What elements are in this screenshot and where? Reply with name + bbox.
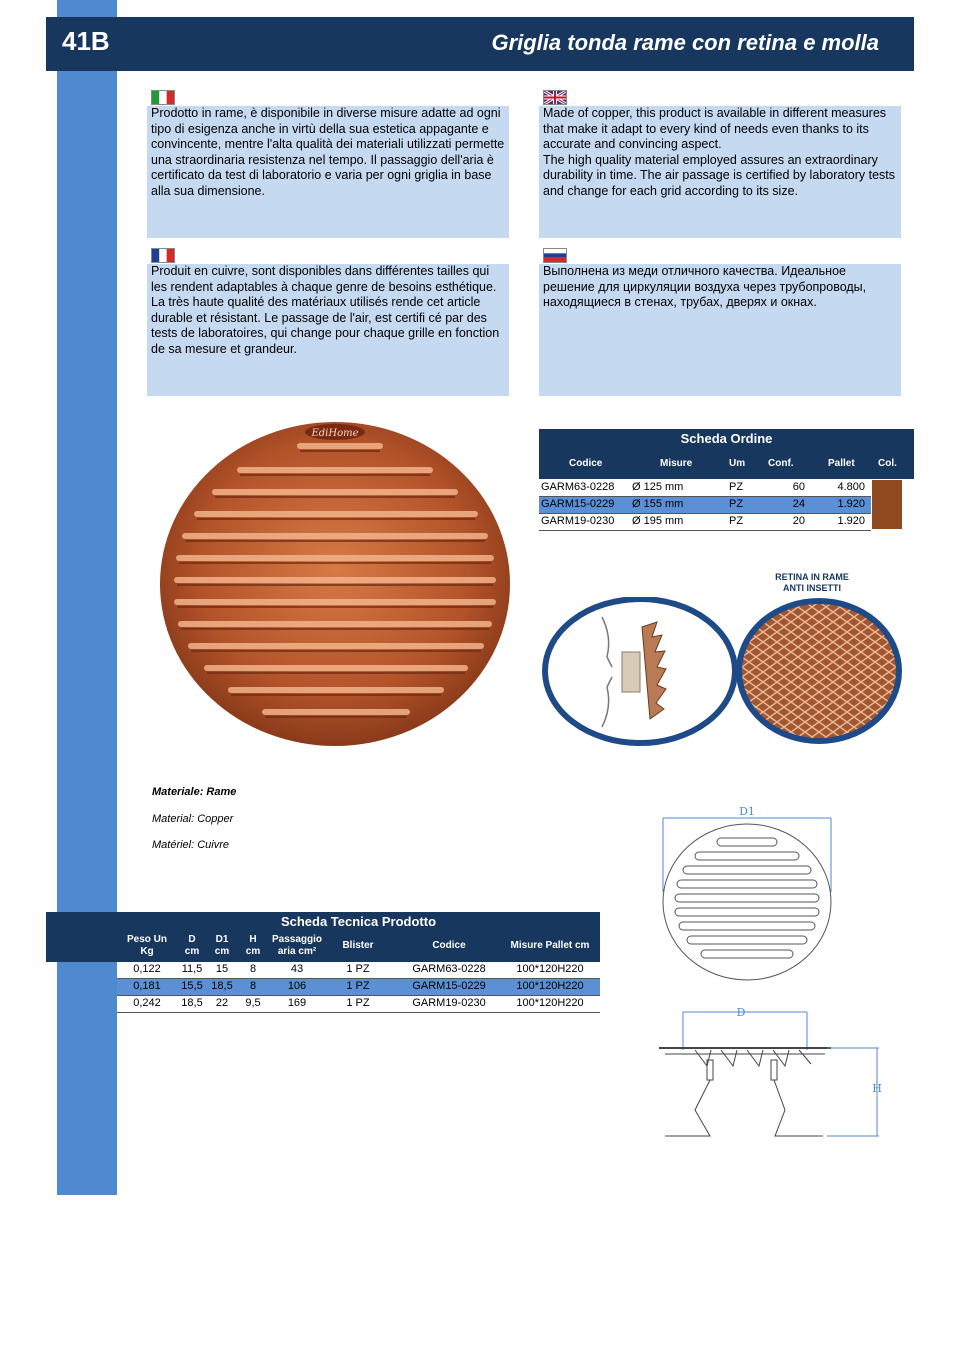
tech-col-peso-line1: Peso Un [126, 934, 167, 945]
retina-label: RETINA IN RAME ANTI INSETTI [775, 572, 849, 593]
france-flag-icon [151, 248, 175, 263]
tech-col-h [242, 934, 264, 958]
tech-table-header [117, 912, 600, 962]
order-cell-code: GARM15-0229 [541, 498, 615, 510]
description-fr: Produit en cuivre, sont disponibles dans différentes tailles qui les rendent adaptables à chaque genre de besoins esthétique. La très haute qualité des matériaux utilisés rende cet article durable et résistant. Le passage de l'air, est certifi cé par des tests de laboratoires, qui change pour chaque grille en fonction de sa mesure et grandeur. [147, 264, 509, 396]
tech-cell-blister: 1 PZ [346, 997, 370, 1009]
order-cell-code: GARM19-0230 [541, 515, 615, 527]
tech-cell-blister: 1 PZ [346, 980, 370, 992]
page-title: Griglia tonda rame con retina e molla [491, 30, 879, 55]
order-row [539, 514, 871, 531]
order-col-misure: Misure [660, 458, 693, 469]
material-it: Materiale: Rame [152, 786, 237, 798]
russia-flag-icon [543, 248, 567, 263]
tech-col-pallet: Misure Pallet cm [510, 940, 590, 951]
page-code: 41B [62, 26, 110, 56]
description-ru: Выполнена из меди отличного качества. Идеальное решение для циркуляции воздуха через трубопроводы, находящиеся в стенах, трубах, дверях и окнах. [539, 264, 901, 396]
tech-cell-pallet: 100*120H220 [516, 997, 584, 1009]
order-col-conf: Conf. [768, 458, 794, 469]
description-en: Made of copper, this product is available in different measures that make it adapt to every kind of needs even thanks to its accurate and convincing aspect. The high quality material employed assures an extraordinary durability in time. The air passage is certified by laboratory tests and change for each grid according to its size. [539, 106, 901, 238]
tech-cell-pallet: 100*120H220 [516, 980, 584, 992]
order-cell-conf: 20 [792, 515, 805, 527]
tech-cell-h: 8 [249, 963, 257, 975]
order-cell-pallet: 1.920 [837, 515, 865, 527]
tech-cell-peso: 0,242 [133, 997, 161, 1009]
tech-cell-d: 11,5 [181, 963, 203, 975]
order-cell-um: PZ [729, 515, 744, 527]
side-bar [57, 0, 117, 1195]
technical-drawing-side [655, 1000, 885, 1145]
order-table-title: Scheda Ordine [680, 431, 773, 446]
tech-col-passaggio-line1: Passaggio [271, 934, 323, 945]
tech-cell-blister: 1 PZ [346, 963, 370, 975]
tech-col-d-line2: cm [184, 946, 200, 957]
tech-cell-d1: 15 [215, 963, 229, 975]
tech-col-peso-line2: Kg [140, 946, 154, 957]
uk-flag-icon [543, 90, 567, 105]
tech-cell-passaggio: 106 [287, 980, 307, 992]
order-row [539, 497, 871, 514]
dimension-label-d: D [736, 1006, 746, 1019]
tech-cell-d1: 22 [215, 997, 229, 1009]
tech-col-codice: Codice [432, 940, 466, 951]
tech-row [117, 979, 600, 996]
material-fr: Matériel: Cuivre [152, 839, 230, 851]
order-cell-conf: 60 [792, 481, 805, 493]
product-logo: EdiHome [311, 428, 359, 439]
tech-row [117, 996, 600, 1013]
order-table [539, 429, 914, 531]
order-cell-size: Ø 155 mm [632, 498, 684, 510]
italy-flag-icon [151, 90, 175, 105]
tech-cell-peso: 0,122 [133, 963, 161, 975]
tech-col-h-line1: H [249, 934, 257, 945]
header-accent [46, 17, 57, 71]
tech-row [117, 962, 600, 979]
cross-section-detail [542, 597, 742, 747]
material-en: Material: Copper [152, 813, 234, 825]
tech-col-blister: Blister [342, 940, 374, 951]
tech-cell-passaggio: 43 [290, 963, 304, 975]
order-cell-pallet: 1.920 [837, 498, 865, 510]
order-cell-size: Ø 195 mm [632, 515, 684, 527]
order-col-um: Um [729, 458, 746, 469]
tech-cell-d: 15,5 [181, 980, 203, 992]
dimension-label-h: H [872, 1082, 882, 1095]
order-cell-size: Ø 125 mm [632, 481, 684, 493]
tech-table [46, 912, 600, 962]
tech-cell-codice: GARM15-0229 [412, 980, 486, 992]
order-table-header [539, 429, 914, 479]
tech-col-h-line2: cm [245, 946, 261, 957]
tech-cell-d: 18,5 [181, 997, 203, 1009]
tech-cell-pallet: 100*120H220 [516, 963, 584, 975]
order-cell-conf: 24 [792, 498, 805, 510]
order-col-pallet: Pallet [828, 458, 855, 469]
order-cell-pallet: 4.800 [837, 481, 865, 493]
description-it: Prodotto in rame, è disponibile in diverse misure adatte ad ogni tipo di esigenza anche in virtù della sua estetica appagante e convincente, mentre l'alta qualità dei materiali utilizzati permette una straordinaria resistenza nel tempo. Il passaggio dell'aria è certificato da test di laboratorio e varia per ogni griglia in base alla sua dimensione. [147, 106, 509, 238]
tech-cell-h: 8 [249, 980, 257, 992]
tech-col-d [181, 934, 203, 958]
tech-col-passaggio [269, 934, 325, 958]
tech-col-d1 [211, 934, 233, 958]
tech-col-d1-line1: D1 [215, 934, 229, 945]
tech-cell-d1: 18,5 [211, 980, 233, 992]
order-col-col: Col. [878, 458, 897, 469]
technical-drawing-top [655, 800, 840, 985]
tech-cell-codice: GARM63-0228 [412, 963, 486, 975]
tech-col-peso [125, 934, 169, 958]
color-swatch [872, 480, 902, 529]
tech-table-title: Scheda Tecnica Prodotto [280, 914, 437, 929]
tech-col-d1-line2: cm [214, 946, 230, 957]
order-cell-um: PZ [729, 481, 744, 493]
tech-col-d-line1: D [188, 934, 196, 945]
order-row [539, 480, 871, 497]
tech-cell-passaggio: 169 [287, 997, 307, 1009]
mesh-detail [735, 597, 903, 747]
order-cell-um: PZ [729, 498, 744, 510]
tech-cell-codice: GARM19-0230 [412, 997, 486, 1009]
tech-cell-h: 9,5 [245, 997, 261, 1009]
order-cell-code: GARM63-0228 [541, 481, 615, 493]
tech-cell-peso: 0,181 [133, 980, 161, 992]
dimension-label-d1: D1 [739, 805, 755, 818]
product-photo [145, 418, 523, 750]
order-col-codice: Codice [569, 458, 603, 469]
tech-col-passaggio-line2: aria cm² [277, 946, 317, 957]
